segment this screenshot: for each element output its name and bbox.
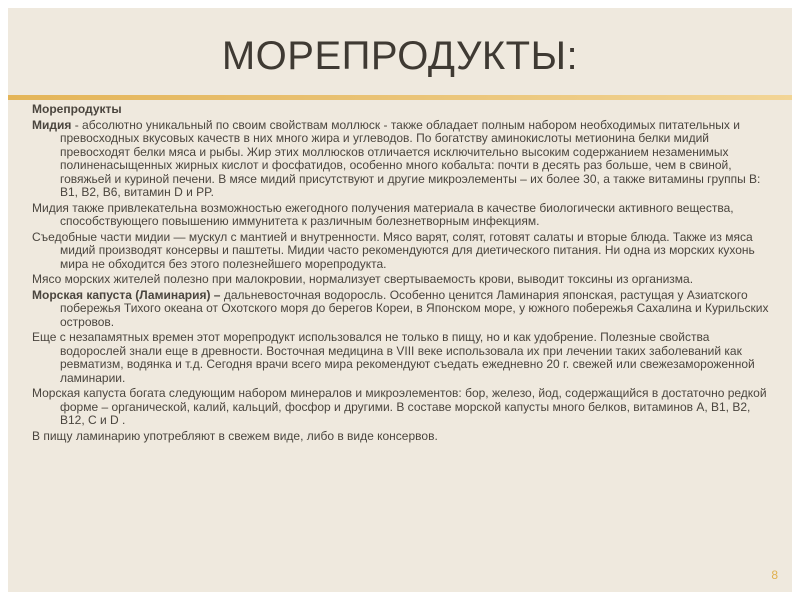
paragraph-mussel-text: - абсолютно уникальный по своим свойствам моллюск - также обладает полным набором необходимых питательных и превосходных вкусовых качеств в них много жира и углеводов. По богатству аминокислоты метионина белки мидий превосходят белки мяса и рыбы. Жир этих моллюсков отличается исключительно высоким содержанием незаменимых полиненасыщенных жирных кислот и фосфатидов, особенно много кобальта: почти в десять раз больше, чем в свиной, говяжьей и куриной печени. В мясе мидий присутствуют и другие микроэлементы – их более 30, а также витамины группы В: В1, В2, В6, витамин D и PP. [60,117,761,199]
term-kelp: Морская капуста (Ламинария) – [32,287,221,302]
paragraph-kelp-text: дальневосточная водоросль. Особенно ценится Ламинария японская, растущая у Азиатского побережья Тихого океана от Охотского моря до берегов Кореи, в Японском море, у южного побережья Сахалина и Курильских островов. [60,287,769,329]
title-divider [8,95,792,100]
page-number: 8 [771,568,778,582]
paragraph-kelp-history: Еще с незапамятных времен этот морепродукт использовался не только в пищу, но и как удобрение. Полезные свойства водорослей знали еще в древности. Восточная медицина в VIII веке использовала их при лечении таких заболеваний как ревматизм, водянка и т.д. Сегодня врачи всего мира рекомендуют съедать ежедневно 20 г. свежей или свежезамороженной ламинарии. [32,330,755,385]
paragraph-mussel-edible: Съедобные части мидии — мускул с мантией и внутренности. Мясо варят, солят, готовят салаты и вторые блюда. Также из мяса мидий производят консервы и паштеты. Мидии часто рекомендуются для диетического питания. Ни одна из морских кухонь мира не обходится без этого полезнейшего морепродукта. [32,229,755,271]
paragraph-kelp [32,289,778,330]
paragraph-mussel-health: Мясо морских жителей полезно при малокровии, нормализует свертываемость крови, выводит токсины из организма. [32,272,694,286]
paragraph-kelp-usage: В пищу ламинарию употребляют в свежем виде, либо в виде консервов. [32,428,438,443]
term-mussel: Мидия [32,117,72,132]
slide [8,8,792,592]
slide-title: МОРЕПРОДУКТЫ: [221,34,579,78]
section-heading: Морепродукты [32,102,122,116]
paragraph-mussel-immunity: Мидия также привлекательна возможностью ежегодного получения материала в качестве биологически активного вещества, способствующего повышению иммунитета к различным болезнетворным инфекциям. [32,200,734,228]
paragraph-kelp-minerals: Морская капуста богата следующим набором минералов и микроэлементов: бор, железо, йод, содержащийся в достаточно редкой форме – органической, калий, кальций, фосфор и другими. В составе морской капусты много белков, витаминов А, В1, В2, В12, С и D . [32,386,767,427]
paragraph-mussel [32,119,778,200]
slide-body [32,103,778,445]
